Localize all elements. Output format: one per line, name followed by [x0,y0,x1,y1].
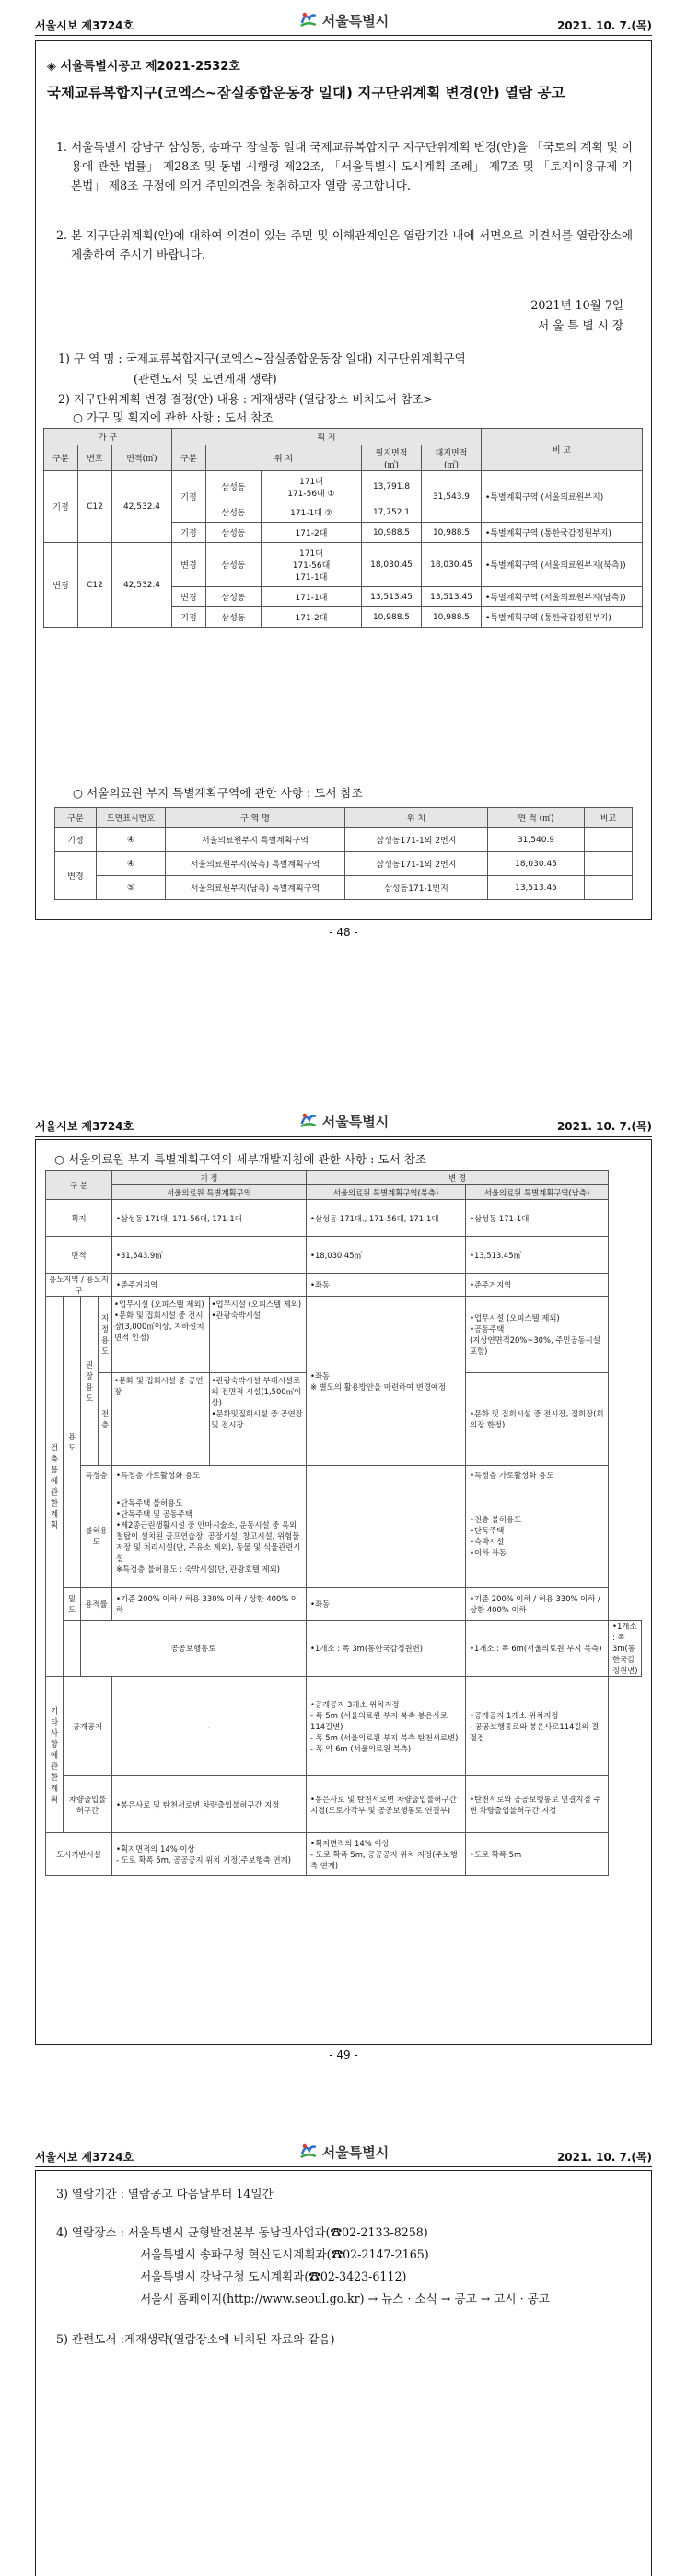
page-number: - 49 - [329,2049,358,2062]
issue-number: 서울시보 제3724호 [35,19,134,32]
sub-heading-2: ○ 서울의료원 부지 특별계획구역에 관한 사항 : 도서 참조 [73,786,363,800]
page-header: 서울시보 제3724호 서울특별시 2021. 10. 7.(목) [35,1108,652,1137]
special-zone-table: 구분 도면표시번호 구 역 명 위 치 면 적 (㎡) 비고 기정 ④ 서울의료원부지 특별계획구역 삼성동171-1외 2번지 31,540.9 변경 ④ 서울의료원부지(북측) 특별계획구역 삼성동171-1외 2번지 18,030.45 ⑤ 서울의료원부지(남측) 특별계획구역 삼성동171-1번지 13,513.45 [54,807,633,900]
seoul-logo-icon [298,1111,319,1131]
block-lot-table: 가 구 획 지 비 고 구분 번호 면적(㎡) 구분 위 치 필지면적 (㎡) 대지면적 (㎡) 기정 C12 42,532.4 기정 삼성동 171대 171-56대 ① 13,791.8 31,543.9 •특별계획구역 (서울의료원부지) 삼성동 171-1대 ② 17,752.1 기정 삼성동 171-2대 10,988.5 10,988.5 •특별계획구역 (통한국감정원부지) 변경 C12 42,532.4 변경 삼성동 171대 171-56대 171-1대 18,030.45 18,030.45 •특별계획구역 (서울의료원부지(북측)) 변경 삼성동 171-1대 13,513.45 13,513.45 •특별계획구역 (서울의료원부지(남측)) 기정 삼성동 171-2대 10,988.5 10,988.5 •특별계획구역 (통한국감정원부지) [43,428,643,628]
brand-logo [298,10,389,30]
viewing-place-3: 서울특별시 강남구청 도시계획과(☎02-3423-6112) [140,2270,407,2283]
brand-name: 서울특별시 [321,12,390,29]
announcement-number: ◈ 서울특별시공고 제2021-2532호 [47,60,240,74]
paragraph-1: 1. 서울특별시 강남구 삼성동, 송파구 잠실동 일대 국제교류복합지구 지구단위계획 변경(안)을 「국토의 계획 및 이용에 관한 법률」 제28조 및 동법 시행령 제22조, 「서울특별시 도시계획 조례」 제7조 및 「토지이용규제 기본법」 제8조 규정에 의거 주민의견을 청취하고자 열람 공고합니다. [56,140,633,192]
item-1b: (관련도서 및 도면게재 생략) [134,372,277,386]
related-docs: 5) 관련도서 :게재생략(열람장소에 비치된 자료와 같음) [56,2332,335,2346]
guideline-frame [35,1139,652,2045]
development-guideline-table: 구 분 기 정 변 경 서울의료원 특별계획구역 서울의료원 특별계획구역(북측) 서울의료원 특별계획구역(남측) 획지 •삼성동 171대, 171-56대, 171-1대 •삼성동 171대., 171-56대, 171-1대 •삼성동 171-1대 면적 •31,543.9㎡ •18,030.45㎡ •13,513.45㎡ 용도지역 / 용도지구 •준주거지역 •좌동 •준주거지역 건축물에 관한 계획 용도 권장용도 지정용도 •업무시설 (오피스텔 제외) •문화 및 집회시설 중 전시장(3,000㎡이상, 지하설치면적 인정) •업무시설 (오피스텔 제외) •관광숙박시설 •좌동 ※ 별도의 활용방안을 마련하여 변경예정 •업무시설 (오피스텔 제외) •공동주택 (지상연면적20%~30%, 주민공동시설 포함) 전층 •문화 및 집회시설 중 공연장 •관광숙박시설 부대시설로의 전면적 시설(1,500㎡이상) •문화및집회시설 중 공연장 및 전시장 •문화 및 집회시설 중 전시장, 집회장(회의장 한정) 특정층 •특정층 가로활성화 용도 •특정층 가로활성화 용도 불허용도 •단독주택 불허용도 •단독주택 및 공동주택 •제2종근린생활시설 중 안마시술소, 운동시설 중 옥외 철탑이 설치된 골프연습장, 공장시설, 창고시설, 위험물 저장 및 처리시설(단, 주유소 제외), 동물 및 식물관련시설 ※특정층 불허용도 : 숙박시설(단, 관광호텔 제외) •전층 불허용도 •단독주택 •숙박시설 •이하 좌동 밀도 용적률 •기준 200% 이하 / 허용 330% 이하 / 상한 400% 이하 •좌동 •기준 200% 이하 / 허용 330% 이하 / 상한 400% 이하 공공보행통로 •1개소 : 폭 3m(통한국감정원변) •1개소 : 폭 6m(서울의료원 부지 북측) •1개소 : 폭 3m(통한국감정원변) 기타사항에 관한 계획 공개공지 - •공개공지 3개소 위치지정 - 폭 5m (서울의료원 부지 북측 봉은사로 114길변) - 폭 5m (서울의료원 부지 북측 탄천서로변) - 폭 약 6m (서울의료원 북측) •공개공지 1개소 위치지정 - 공공보행통로와 봉은사로114길의 결절점 차량출입불허구간 •봉은사로 및 탄천서로변 차량출입불허구간 지정 •봉은사로 및 탄천서로변 차량출입불허구간 지정(도로가각부 및 공공보행통로 연결부) •탄천서로와 공공보행통로 연결지점 주변 차량출입불허구간 지정 도시기반시설 •획지면적의 14% 이상 - 도로 확폭 5m, 공공공지 위치 지정(주보행축 연계) •획지면적의 14% 이상 - 도로 확폭 5m, 공공공지 위치 지정(주보행축 연계) •도로 확폭 5m [45,1170,642,1876]
sub-heading-1: ○ 가구 및 획지에 관한 사항 : 도서 참조 [73,410,274,424]
issue-date: 2021. 10. 7.(목) [556,19,652,32]
notice-title: 국제교류복합지구(코엑스~잠실종합운동장 일대) 지구단위계획 변경(안) 열람 공고 [47,85,565,101]
notice-frame [35,40,652,920]
page-header [35,7,652,36]
viewing-place-4: 서울시 홈페이지(http://www.seoul.go.kr) → 뉴스 · 소식 → 공고 → 고시 · 공고 [140,2292,550,2305]
viewing-place-1: 4) 열람장소 : 서울특별시 균형발전본부 동남권사업과(☎02-2133-8258) [56,2225,428,2239]
seoul-logo-icon [298,10,319,30]
item-2: 2) 지구단위계획 변경 결정(안) 내용 : 게재생략 (열람장소 비치도서 참조> [58,392,433,406]
notice-frame-continued [35,2170,652,2576]
viewing-place-2: 서울특별시 송파구청 혁신도시계획과(☎02-2147-2165) [140,2247,429,2261]
page-header: 서울시보 제3724호 서울특별시 2021. 10. 7.(목) [35,2139,652,2167]
page-48 [0,0,687,939]
viewing-period: 3) 열람기간 : 열람공고 다음날부터 14일간 [56,2187,274,2201]
page-50 [0,2139,687,2544]
page-number: - 48 - [329,926,358,939]
page-49 [0,1108,687,2062]
paragraph-2: 2. 본 지구단위계획(안)에 대하여 의견이 있는 주민 및 이해관계인은 열람기간 내에 서면으로 의견서를 열람장소에 제출하여 주시기 바랍니다. [56,228,633,261]
item-1: 1) 구 역 명 : 국제교류복합지구(코엑스~잠실종합운동장 일대) 지구단위계획구역 [58,352,466,365]
notice-signer: 서 울 특 별 시 장 [537,318,623,332]
seoul-logo-icon [298,2142,319,2162]
sub-heading-3: ○ 서울의료원 부지 특별계획구역의 세부개발지침에 관한 사항 : 도서 참조 [54,1152,427,1166]
notice-date: 2021년 10월 7일 [530,298,623,312]
